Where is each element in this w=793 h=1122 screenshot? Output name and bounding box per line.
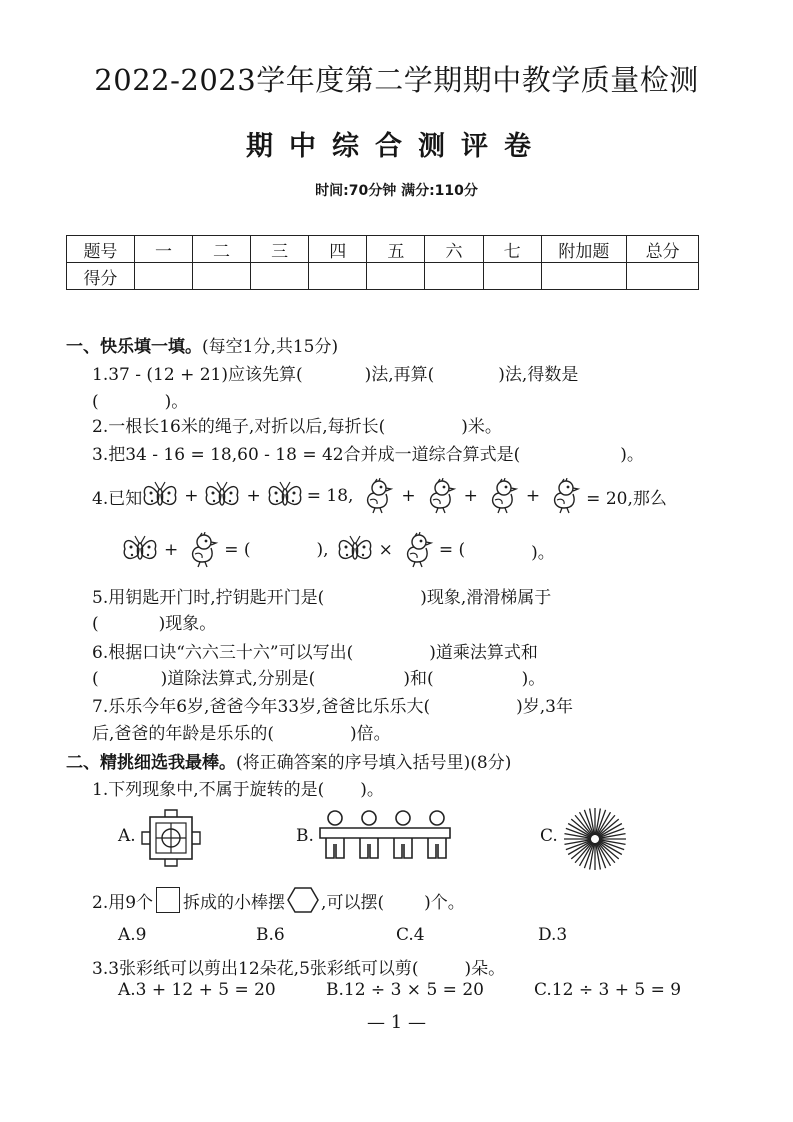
q-text: )现象,滑滑梯属于 xyxy=(420,588,552,608)
score-value-row xyxy=(67,263,699,290)
score-blank-cell[interactable] xyxy=(367,263,425,290)
q-text: = 20,那么 xyxy=(586,488,667,509)
chick-icon xyxy=(184,532,220,568)
q-text: 6.根据口诀“六六三十六”可以写出( xyxy=(92,643,354,663)
question-1-7-cont xyxy=(92,719,391,744)
option-a[interactable]: A.9 xyxy=(118,925,147,945)
question-2-1 xyxy=(92,775,384,800)
score-blank-cell[interactable] xyxy=(541,263,627,290)
q-text: = ( xyxy=(224,540,251,560)
q-text: 拆成的小棒摆 xyxy=(183,892,286,913)
question-2-2 xyxy=(92,886,465,914)
score-cell: 六 xyxy=(425,236,483,263)
score-cell: 五 xyxy=(367,236,425,263)
question-1-6 xyxy=(92,638,538,663)
q-text: = ( xyxy=(438,540,466,560)
section-2-title: 二、精挑细选我最棒。 xyxy=(66,753,236,773)
q-text: )道乘法算式和 xyxy=(429,643,538,663)
score-cell: 得分 xyxy=(67,263,135,290)
radiating-lines-icon xyxy=(562,806,628,872)
score-blank-cell[interactable] xyxy=(627,263,699,290)
page-number: — 1 — xyxy=(367,1012,426,1033)
score-cell: 二 xyxy=(193,236,251,263)
q-text: 5.用钥匙开门时,拧钥匙开门是( xyxy=(92,588,325,608)
exam-title: 2022-2023学年度第二学期期中教学质量检测 xyxy=(94,63,699,97)
q-text: 1.37 - (12 + 21)应该先算( xyxy=(92,365,303,385)
q-text: )。 xyxy=(521,669,546,689)
score-blank-cell[interactable] xyxy=(309,263,367,290)
q-text: 3.3张彩纸可以剪出12朵花,5张彩纸可以剪( xyxy=(92,959,419,979)
q-text: ( xyxy=(92,669,99,689)
q-text: )法,再算( xyxy=(364,365,435,385)
score-cell: 附加题 xyxy=(541,236,627,263)
q-text: )。 xyxy=(164,392,189,412)
butterfly-icon xyxy=(122,533,158,567)
option-b[interactable]: B.12 ÷ 3 × 5 = 20 xyxy=(326,980,484,1000)
score-blank-cell[interactable] xyxy=(251,263,309,290)
chick-icon xyxy=(399,532,435,568)
q-text: )岁,3年 xyxy=(516,697,573,717)
q-text: 后,爸爸的年龄是乐乐的( xyxy=(92,724,275,744)
q-text: )。 xyxy=(620,445,644,465)
score-blank-cell[interactable] xyxy=(134,263,192,290)
section-2-heading xyxy=(66,748,511,773)
q-text: 2.一根长16米的绳子,对折以后,每折长( xyxy=(92,417,386,437)
q-text: 4.已知 xyxy=(92,488,143,509)
question-1-4-cont xyxy=(122,532,555,568)
q-text: 3.把34 - 16 = 18,60 - 18 = 42合并成一道综合算式是( xyxy=(92,445,521,465)
butterfly-icon xyxy=(204,479,240,513)
option-b-label[interactable]: B. xyxy=(296,826,314,846)
q-text: ,可以摆( xyxy=(321,892,385,913)
option-c[interactable]: C.12 ÷ 3 + 5 = 9 xyxy=(534,980,682,1000)
q-text: )法,得数是 xyxy=(498,365,579,385)
score-blank-cell[interactable] xyxy=(425,263,483,290)
option-c-label[interactable]: C. xyxy=(540,826,558,846)
rotating-pattern-icon xyxy=(138,807,204,869)
section-1-note: (每空1分,共15分) xyxy=(202,337,339,357)
paper-dolls-icon xyxy=(318,808,454,864)
chick-icon xyxy=(484,478,520,514)
butterfly-icon xyxy=(337,533,373,567)
chick-icon xyxy=(546,478,582,514)
question-1-2 xyxy=(92,412,502,437)
score-cell: 总分 xyxy=(627,236,699,263)
score-blank-cell[interactable] xyxy=(483,263,541,290)
plus-sign: + xyxy=(246,486,261,506)
question-1-5 xyxy=(92,583,551,608)
question-1-4 xyxy=(92,478,667,514)
chick-icon xyxy=(422,478,458,514)
score-header-row xyxy=(67,236,699,263)
question-1-6-cont xyxy=(92,664,545,689)
question-1-5-cont xyxy=(92,609,216,634)
score-table xyxy=(66,235,699,290)
section-2-note: (将正确答案的序号填入括号里)(8分) xyxy=(236,753,512,773)
q-text: 2.用9个 xyxy=(92,892,154,913)
chick-icon xyxy=(359,478,395,514)
q-text: )朵。 xyxy=(464,959,506,979)
question-2-3 xyxy=(92,954,505,979)
q-text: )现象。 xyxy=(158,614,217,634)
section-1-title: 一、快乐填一填。 xyxy=(66,337,202,357)
q-text: ( xyxy=(92,392,99,412)
question-1-7 xyxy=(92,692,573,717)
times-sign: × xyxy=(378,540,393,560)
hexagon-icon xyxy=(287,886,319,914)
q-text: 1.下列现象中,不属于旋转的是( xyxy=(92,780,325,800)
option-b[interactable]: B.6 xyxy=(256,925,285,945)
question-1-3 xyxy=(92,440,644,465)
option-a[interactable]: A.3 + 12 + 5 = 20 xyxy=(118,980,276,1000)
option-a-label[interactable]: A. xyxy=(118,826,136,846)
score-cell: 四 xyxy=(309,236,367,263)
plus-sign: + xyxy=(164,540,179,560)
q-text: ), xyxy=(316,540,329,560)
plus-sign: + xyxy=(463,486,478,506)
question-1-1-cont xyxy=(92,387,188,412)
score-cell: 一 xyxy=(134,236,192,263)
question-1-1 xyxy=(92,360,578,385)
score-cell: 七 xyxy=(483,236,541,263)
butterfly-icon xyxy=(267,479,303,513)
section-1-heading xyxy=(66,332,338,357)
plus-sign: + xyxy=(525,486,541,506)
plus-sign: + xyxy=(401,486,416,506)
q-text: )个。 xyxy=(424,892,465,913)
q-text: )。 xyxy=(531,542,555,563)
time-info: 时间:70分钟 满分:110分 xyxy=(315,183,478,199)
score-cell: 题号 xyxy=(67,236,135,263)
plus-sign: + xyxy=(184,486,199,506)
option-c[interactable]: C.4 xyxy=(396,925,425,945)
score-blank-cell[interactable] xyxy=(193,263,251,290)
score-cell: 三 xyxy=(251,236,309,263)
q-text: )。 xyxy=(360,780,384,800)
q-text: = 18, xyxy=(306,486,354,506)
q-text: ( xyxy=(92,614,99,634)
q-text: )和( xyxy=(403,669,434,689)
stick-square-icon xyxy=(156,887,180,913)
exam-subtitle: 期中综合测评卷 xyxy=(246,131,547,162)
q-text: )倍。 xyxy=(350,724,391,744)
q-text: 7.乐乐今年6岁,爸爸今年33岁,爸爸比乐乐大( xyxy=(92,697,431,717)
q-text: )米。 xyxy=(461,417,502,437)
butterfly-icon xyxy=(142,479,178,513)
q-text: )道除法算式,分别是( xyxy=(160,669,316,689)
option-d[interactable]: D.3 xyxy=(538,925,568,945)
